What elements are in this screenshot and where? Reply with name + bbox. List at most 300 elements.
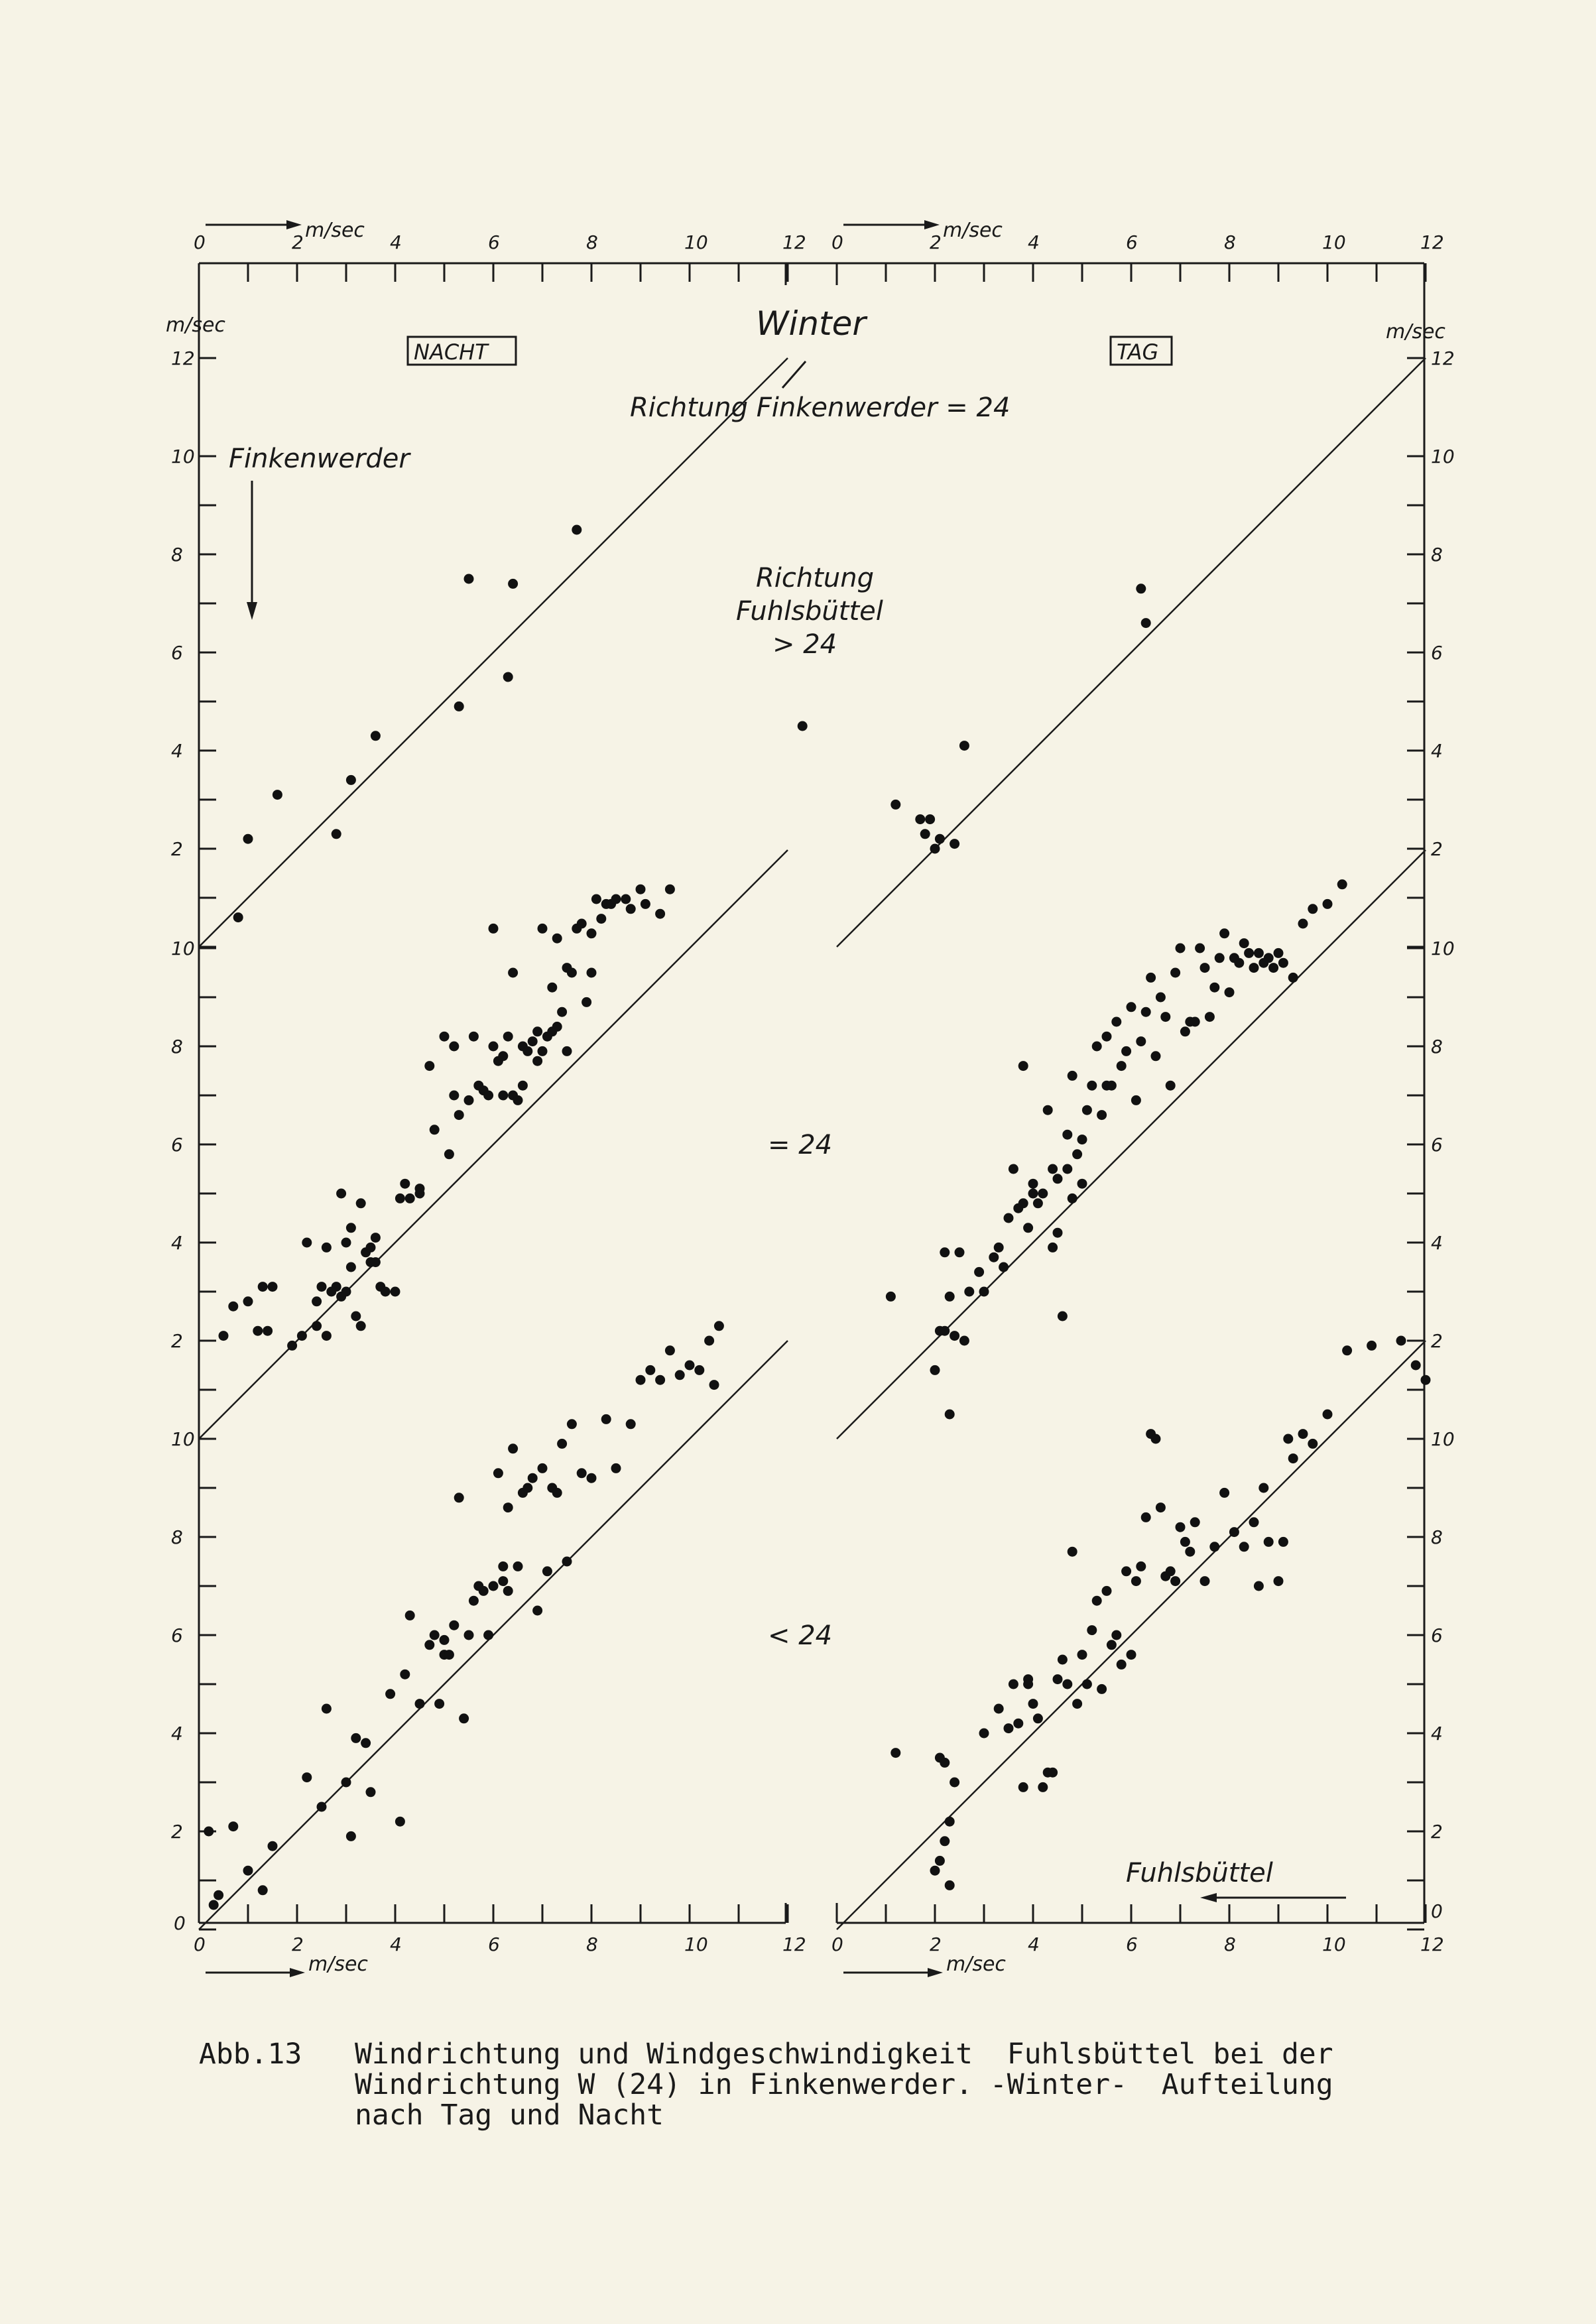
data-point (611, 894, 621, 904)
data-point (440, 1635, 450, 1645)
data-point (302, 1238, 312, 1248)
data-point (322, 1704, 332, 1714)
data-point (243, 1866, 253, 1876)
data-point (945, 1880, 955, 1890)
x-tick-label-bottom: 8 (1224, 1933, 1236, 1955)
data-point (587, 968, 597, 978)
data-point (449, 1091, 459, 1101)
data-point (1151, 1434, 1161, 1444)
data-point (557, 1439, 567, 1449)
data-point (582, 997, 591, 1007)
data-point (1028, 1179, 1038, 1189)
data-point (950, 1778, 959, 1788)
data-point (498, 1576, 508, 1586)
data-point (228, 1302, 238, 1312)
x-unit-label-top: m/sec (305, 219, 365, 242)
x-unit-arrowhead-top (924, 220, 940, 229)
data-point (665, 1345, 675, 1355)
data-point (1077, 1134, 1087, 1144)
data-point (440, 1032, 450, 1042)
data-point (935, 834, 945, 844)
x-tick-label-bottom: 4 (390, 1933, 402, 1955)
data-point (464, 1095, 474, 1105)
data-point (1028, 1189, 1038, 1199)
data-point (645, 1365, 655, 1375)
data-point (214, 1890, 223, 1900)
night-label: NACHT (414, 339, 488, 365)
y-tick-label-right: 10 (1431, 446, 1455, 467)
data-point (1288, 1453, 1298, 1463)
data-point (508, 968, 518, 978)
data-point (518, 1081, 528, 1091)
data-point (489, 1581, 499, 1591)
x-tick-label-top: 4 (390, 231, 402, 253)
data-point (1254, 1581, 1264, 1591)
data-point (479, 1586, 489, 1596)
data-point (1166, 1566, 1176, 1576)
y-tick-label-left: 2 (171, 838, 183, 860)
data-point (341, 1287, 351, 1297)
data-point (1033, 1713, 1043, 1723)
y-tick-label-right: 8 (1431, 1526, 1443, 1548)
data-point (405, 1611, 415, 1621)
data-point (312, 1296, 322, 1306)
data-point (1058, 1312, 1068, 1321)
data-point (498, 1051, 508, 1061)
data-point (940, 1758, 950, 1768)
y-tick-label-left: 8 (171, 544, 183, 566)
data-point (444, 1149, 454, 1159)
data-point (1278, 958, 1288, 968)
data-point (356, 1198, 366, 1208)
data-point (1102, 1032, 1112, 1042)
data-point (1180, 1026, 1190, 1036)
data-point (371, 1233, 381, 1243)
data-point (704, 1336, 714, 1346)
y-tick-label-right: 4 (1431, 1232, 1443, 1254)
y-tick-label-right: 2 (1431, 838, 1443, 860)
data-point (955, 1247, 965, 1257)
data-point (1323, 899, 1333, 909)
data-point (1018, 1198, 1028, 1208)
reference-line (837, 358, 1426, 947)
data-point (1087, 1625, 1097, 1635)
data-point (994, 1243, 1004, 1253)
data-point (1239, 938, 1249, 948)
season-label: Winter (756, 304, 866, 343)
data-point (1009, 1680, 1018, 1689)
data-point (1023, 1223, 1033, 1233)
data-point (665, 885, 675, 894)
data-point (915, 814, 925, 824)
data-point (930, 844, 940, 854)
y-tick-label-right: 8 (1431, 1036, 1443, 1058)
data-point (1048, 1243, 1058, 1253)
data-point (385, 1689, 395, 1699)
caption-line-2: Windrichtung W (24) in Finkenwerder. -Winter- Aufteilung (355, 2068, 1333, 2101)
y-tick-label-left: 0 (174, 1912, 186, 1934)
y-tick-label-right: 4 (1431, 1723, 1443, 1744)
data-point (1072, 1699, 1082, 1709)
x-tick-label-top: 4 (1028, 231, 1040, 253)
data-point (454, 1110, 464, 1120)
data-point (1068, 1193, 1077, 1203)
data-point (503, 1032, 513, 1042)
data-point (552, 1022, 562, 1032)
data-point (626, 904, 636, 914)
data-point (1200, 1576, 1210, 1586)
data-point (1200, 963, 1210, 973)
data-point (979, 1729, 989, 1739)
data-point (483, 1630, 493, 1640)
x-tick-label-bottom: 8 (586, 1933, 598, 1955)
data-point (233, 912, 243, 922)
data-point (1249, 963, 1259, 973)
x-tick-label-top: 6 (1126, 231, 1138, 253)
data-point (1337, 879, 1347, 889)
data-point (346, 1831, 356, 1841)
data-point (1308, 904, 1318, 914)
data-point (522, 1046, 532, 1056)
data-point (1082, 1680, 1092, 1689)
data-point (1308, 1439, 1318, 1449)
data-point (268, 1841, 278, 1851)
data-point (1131, 1576, 1141, 1586)
data-point (959, 741, 969, 751)
data-point (1107, 1081, 1117, 1091)
finkenwerder-direction-label: Richtung Finkenwerder = 24 (630, 393, 1011, 423)
data-point (655, 909, 665, 919)
data-point (562, 1046, 572, 1056)
data-point (489, 1042, 499, 1052)
data-point (1166, 1081, 1176, 1091)
data-point (1092, 1042, 1102, 1052)
data-point (395, 1817, 405, 1827)
y-tick-label-right: 6 (1431, 1134, 1443, 1156)
data-point (430, 1630, 440, 1640)
data-point (940, 1836, 950, 1846)
caption-line-1: Windrichtung und Windgeschwindigkeit Fuhlsbüttel bei der (355, 2038, 1333, 2071)
data-point (1170, 968, 1180, 978)
data-point (391, 1287, 400, 1297)
x-tick-label-bottom: 6 (1126, 1933, 1138, 1955)
chart-axes (199, 220, 1426, 1977)
y-tick-label-left: 6 (171, 642, 183, 664)
data-point (469, 1596, 479, 1606)
y-tick-label-right: 2 (1431, 1821, 1443, 1843)
data-point (621, 894, 631, 904)
data-point (1323, 1410, 1333, 1420)
y-tick-label-left: 2 (171, 1821, 183, 1843)
data-point (538, 1046, 548, 1056)
data-point (371, 731, 381, 741)
data-point (508, 1443, 518, 1453)
data-point (1298, 919, 1308, 929)
data-point (464, 574, 474, 584)
y-unit-label-left: m/sec (166, 314, 225, 337)
data-point (449, 1621, 459, 1630)
x-tick-label-top: 8 (1224, 231, 1236, 253)
data-point (1151, 1051, 1161, 1061)
data-point (287, 1341, 297, 1351)
data-point (950, 1331, 959, 1341)
data-point (538, 1463, 548, 1473)
data-point (1278, 1537, 1288, 1547)
x-tick-label-bottom: 10 (1322, 1933, 1346, 1955)
data-point (1215, 953, 1225, 963)
y-tick-label-left: 4 (171, 1723, 183, 1744)
data-point (346, 1223, 356, 1233)
data-point (263, 1326, 273, 1336)
data-point (454, 702, 464, 711)
fuhlsbuettel-direction-line3: > 24 (772, 629, 837, 660)
data-point (1288, 973, 1298, 983)
data-point (1244, 948, 1254, 958)
tick-labels (166, 219, 1455, 1976)
x-tick-label-bottom: 0 (831, 1933, 843, 1955)
data-point (890, 1748, 900, 1758)
data-point (1283, 1434, 1293, 1444)
data-point (1195, 944, 1205, 953)
data-point (430, 1125, 440, 1134)
data-point (641, 899, 650, 909)
data-point (959, 1336, 969, 1346)
data-point (1264, 1537, 1274, 1547)
data-point (601, 1414, 611, 1424)
equal-band-label: = 24 (768, 1130, 833, 1160)
data-point (798, 721, 808, 731)
y-tick-label-left: 8 (171, 1036, 183, 1058)
y-tick-label-right: 6 (1431, 642, 1443, 664)
data-point (1239, 1542, 1249, 1552)
data-point (395, 1193, 405, 1203)
data-point (979, 1287, 989, 1297)
data-point (503, 1586, 513, 1596)
x-unit-arrowhead-top (286, 220, 302, 229)
x-tick-label-top: 12 (782, 231, 806, 253)
data-point (268, 1282, 278, 1292)
data-point (1127, 1650, 1136, 1660)
x-tick-label-bottom: 6 (488, 1933, 500, 1955)
data-point (547, 983, 557, 993)
data-point (950, 839, 959, 849)
x-tick-label-bottom: 12 (782, 1933, 806, 1955)
day-label: TAG (1117, 339, 1159, 365)
x-unit-arrowhead-bottom (290, 1968, 305, 1977)
data-point (1028, 1699, 1038, 1709)
data-point (415, 1699, 425, 1709)
data-point (1342, 1345, 1352, 1355)
data-point (1038, 1189, 1048, 1199)
data-point (626, 1419, 636, 1429)
data-point (1004, 1723, 1014, 1733)
data-point (258, 1282, 268, 1292)
x-tick-label-bottom: 2 (292, 1933, 304, 1955)
data-point (1258, 1483, 1268, 1493)
data-point (1209, 1542, 1219, 1552)
x-unit-arrowhead-bottom (928, 1968, 943, 1977)
data-point (489, 924, 499, 934)
data-point (341, 1778, 351, 1788)
data-point (1077, 1179, 1087, 1189)
x-tick-label-top: 8 (586, 231, 598, 253)
data-point (1190, 1017, 1200, 1027)
data-point (1033, 1198, 1043, 1208)
y-tick-label-left: 8 (171, 1526, 183, 1548)
data-point (1160, 1012, 1170, 1022)
y-tick-label-left: 6 (171, 1134, 183, 1156)
data-point (1170, 1576, 1180, 1586)
data-point (591, 894, 601, 904)
data-point (1176, 1522, 1186, 1532)
data-point (1264, 953, 1274, 963)
data-point (1268, 963, 1278, 973)
data-point (1117, 1660, 1127, 1670)
data-point (1121, 1566, 1131, 1576)
y-tick-label-right: 12 (1431, 347, 1455, 369)
data-point (454, 1493, 464, 1502)
data-point (1156, 1502, 1166, 1512)
data-point (469, 1032, 479, 1042)
data-point (1190, 1517, 1200, 1527)
data-point (1082, 1105, 1092, 1115)
data-point (1004, 1213, 1014, 1223)
data-point (925, 814, 935, 824)
data-point (346, 775, 356, 785)
data-point (528, 1036, 538, 1046)
caption-line-3: nach Tag und Nacht (355, 2099, 664, 2132)
reference-line (837, 850, 1426, 1439)
data-point (1180, 1537, 1190, 1547)
reference-line (837, 1341, 1426, 1929)
data-point (312, 1321, 322, 1331)
data-point (228, 1821, 238, 1831)
data-point (930, 1866, 940, 1876)
data-point (1048, 1164, 1058, 1174)
x-tick-label-bottom: 10 (684, 1933, 708, 1955)
data-point (572, 525, 582, 535)
data-point (1411, 1361, 1421, 1371)
data-point (1219, 1488, 1229, 1498)
data-point (542, 1566, 552, 1576)
data-point (1127, 1002, 1136, 1012)
data-point (513, 1095, 523, 1105)
finkenwerder-arrowhead (247, 602, 257, 620)
x-tick-label-top: 0 (831, 231, 843, 253)
data-point (1121, 1046, 1131, 1056)
x-tick-label-top: 6 (488, 231, 500, 253)
data-point (351, 1733, 361, 1743)
y-tick-label-left: 12 (171, 347, 195, 369)
x-tick-label-bottom: 0 (194, 1933, 206, 1955)
less-band-label: < 24 (768, 1621, 833, 1651)
data-point (1058, 1655, 1068, 1665)
data-point (351, 1312, 361, 1321)
data-point (1131, 1095, 1141, 1105)
data-point (935, 1856, 945, 1866)
data-point (366, 1787, 376, 1797)
data-point (1229, 1527, 1239, 1537)
reference-line (199, 850, 788, 1439)
data-point (204, 1827, 214, 1837)
data-point (1234, 958, 1244, 968)
data-point (1013, 1719, 1023, 1729)
data-point (503, 672, 513, 682)
data-point (336, 1189, 346, 1199)
data-point (1068, 1547, 1077, 1557)
data-point (596, 914, 606, 924)
data-point (1367, 1341, 1377, 1351)
data-point (1274, 948, 1284, 958)
data-point (890, 800, 900, 810)
data-point (258, 1885, 268, 1895)
data-point (552, 1488, 562, 1498)
data-point (322, 1243, 332, 1253)
data-point (1018, 1061, 1028, 1071)
data-point (459, 1713, 469, 1723)
data-point (1018, 1782, 1028, 1792)
y-unit-label-right: m/sec (1386, 320, 1445, 343)
data-point (1254, 948, 1264, 958)
data-point (1117, 1061, 1127, 1071)
data-point (1136, 1036, 1146, 1046)
data-point (1087, 1081, 1097, 1091)
data-point (1111, 1017, 1121, 1027)
data-point (503, 1502, 513, 1512)
data-point (920, 829, 930, 839)
data-point (424, 1061, 434, 1071)
data-point (1205, 1012, 1215, 1022)
data-point (1274, 1576, 1284, 1586)
x-unit-label-bottom: m/sec (308, 1953, 368, 1976)
data-point (1043, 1105, 1053, 1115)
data-point (1396, 1336, 1406, 1346)
data-point (449, 1042, 459, 1052)
fuhlsbuettel-arrowhead (1200, 1893, 1217, 1902)
data-point (577, 1468, 587, 1478)
data-point (1053, 1228, 1063, 1238)
data-point (522, 1483, 532, 1493)
data-point (381, 1287, 391, 1297)
x-tick-label-top: 10 (1322, 231, 1346, 253)
data-point (322, 1331, 332, 1341)
data-point (1225, 987, 1235, 997)
data-point (1102, 1586, 1112, 1596)
data-point (994, 1704, 1004, 1714)
x-tick-label-top: 2 (292, 231, 304, 253)
x-tick-label-top: 10 (684, 231, 708, 253)
data-point (1209, 983, 1219, 993)
data-point (636, 885, 646, 894)
data-point (974, 1267, 984, 1277)
data-point (1097, 1110, 1107, 1120)
data-point (424, 1640, 434, 1650)
data-point (498, 1091, 508, 1101)
data-point (219, 1331, 229, 1341)
y-tick-label-left: 4 (171, 1232, 183, 1254)
data-point (538, 924, 548, 934)
y-tick-label-left: 4 (171, 740, 183, 762)
data-point (567, 1419, 577, 1429)
data-point (685, 1361, 695, 1371)
data-point (317, 1802, 327, 1812)
data-point (1298, 1429, 1308, 1439)
data-points (204, 525, 1430, 1910)
data-point (243, 834, 253, 844)
y-tick-label-right: 10 (1431, 938, 1455, 959)
data-point (1111, 1630, 1121, 1640)
fuhlsbuettel-label: Fuhlsbüttel (1126, 1858, 1273, 1888)
